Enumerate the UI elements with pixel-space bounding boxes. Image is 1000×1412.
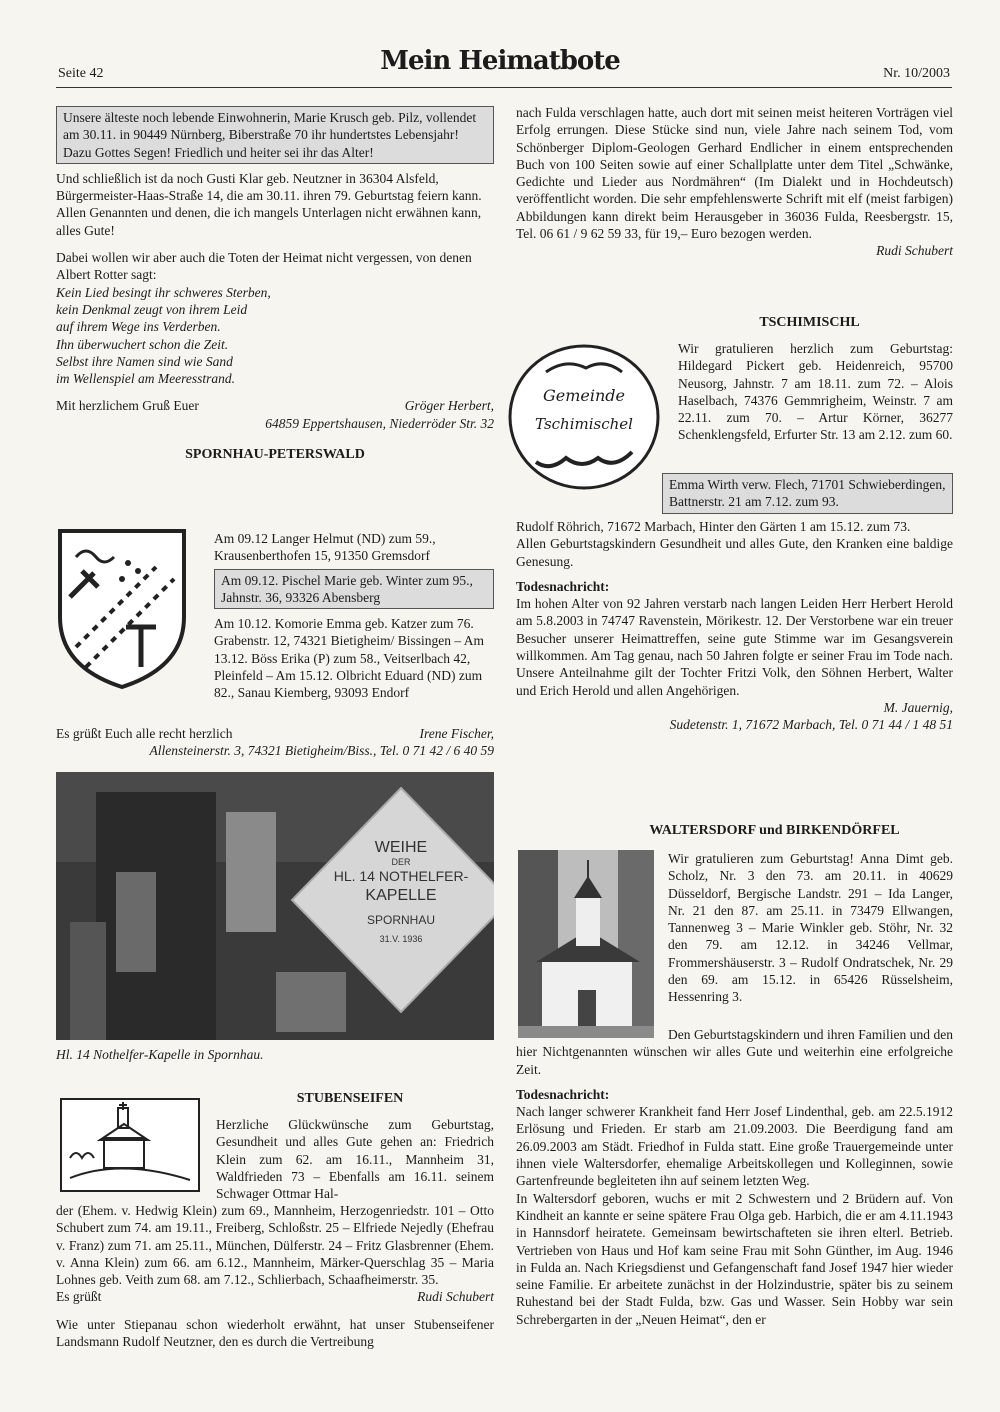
waltersdorf-chapel-photo: [518, 850, 654, 1038]
poem-line: Selbst ihre Namen sind wie Sand: [56, 353, 233, 369]
paragraph-klar: Und schließlich ist da noch Gusti Klar geb. Neutzner in 36304 Alsfeld, Bürgermeister-Haas-Straße 14, die am 30.11. ihren 79. Geburtstag feiern kann.: [56, 170, 482, 204]
obituary-herold: Im hohen Alter von 92 Jahren verstarb nach langen Leiden Herr Herbert Herold am 5.8.2003 in 74747 Ravenstein, Mörikestr. 12. Der Verstorbene war ein treuer Besucher unserer Heimattreffen, seine gute Stimme war im Gesangsverein willkommen. Am Tag genau, nach 50 Jahren folgte er seiner Frau im Tode nach. Unsere Anteilnahme gilt der Tochter Fritzi Volk, den Söhnen Herbert, Walter und Erich Herold und allen Angehörigen.: [516, 596, 953, 698]
paragraph-neutzner-cont: nach Fulda verschlagen hatte, auch dort mit seinen meist heiteren Vorträgen viel Erfolg errungen. Diese Stücke sind nun, viele Jahre nach seinem Tod, vom Schönberger Diplom-Geologen Gerhard Endlicher in einem entsprechenden Buch von 100 Seiten sowie auf einer Schallplatte unter dem Titel „Schwänke, Gedichte und Lieder aus Nordmähren“ (Im Dialekt und in Hochdeutsch) veröffentlicht worden. Die sehr empfehlenswerte Schrift mit elf (meist farbigen) Abbildungen kann direkt beim Herausgeber in 36036 Fulda, Reesbergstr. 15, Tel. 06 61 / 9 62 59 33, für 19,– Euro bezogen werden.: [516, 105, 953, 242]
left-column-top: [56, 106, 494, 463]
signoff-name: M. Jauernig,: [883, 699, 953, 715]
stubenseifen-church-sketch: [60, 1098, 200, 1192]
dedication-plaque: [333, 838, 469, 949]
tschimischl-entries: [678, 340, 953, 444]
signoff-greeting: Es grüßt Euch alle recht herzlich: [56, 726, 233, 741]
birthday-box-pischel: Am 09.12. Pischel Marie geb. Winter zum 95., Jahnstr. 36, 93326 Abensberg: [214, 569, 494, 610]
stubenseifen-intro: Herzliche Glückwünsche zum Geburtstag, Gesundheit und alles Gute gehen an: Friedrich Klein zum 62. am 16.11., Mannheim 31, Waldfrieden 73 – Ebenfalls am 16.11. seinem Schwager Ottmar Hal-: [216, 1117, 494, 1202]
header-rule: [56, 87, 952, 88]
birthday-box-wirth: Emma Wirth verw. Flech, 71701 Schwieberdingen, Battnerstr. 21 am 7.12. zum 93.: [662, 473, 953, 514]
poem-line: kein Denkmal zeugt von ihrem Leid: [56, 301, 248, 317]
photo-caption: Hl. 14 Nothelfer-Kapelle in Spornhau.: [56, 1047, 264, 1062]
entry-langer: Am 09.12 Langer Helmut (ND) zum 59., Krausenberthofen 15, 91350 Gremsdorf: [214, 531, 436, 564]
entry-komorie: Am 10.12. Komorie Emma geb. Katzer zum 76. Grabenstr. 12, 74321 Bietigheim/ Bissingen – Am 13.12. Böss Erika (P) zum 58., Veitserlbach 42, Pleinfeld – Am 15.12. Olbricht Eduard (ND) zum 82., Sanau Kiemberg, 93093 Endorf: [214, 616, 484, 701]
section-heading-spornhau: SPORNHAU-PETERSWALD: [185, 447, 365, 463]
signoff-address: Allensteinerstr. 3, 74321 Bietigheim/Biss., Tel. 0 71 42 / 6 40 59: [149, 743, 494, 759]
poem-line: im Wellenspiel am Meeresstrand.: [56, 371, 235, 387]
signoff-address: Sudetenstr. 1, 71672 Marbach, Tel. 0 71 44 / 1 48 51: [669, 717, 953, 733]
tschimischl-box-wrap: [662, 473, 953, 514]
plaque-line: HL. 14 NOTHELFER-: [333, 868, 469, 884]
poem-line: auf ihrem Wege ins Verderben.: [56, 319, 221, 335]
section-heading-stubenseifen: STUBENSEIFEN: [296, 1091, 404, 1106]
paragraph-wishes: Allen Genannten und denen, die ich mangels Unterlagen nicht erwähnen kann, alles Gute!: [56, 205, 482, 238]
section-heading-waltersdorf: WALTERSDORF und BIRKENDÖRFEL: [649, 823, 900, 838]
paragraph-dead: Dabei wollen wir aber auch die Toten der Heimat nicht vergessen, von denen Albert Rotter sagt:: [56, 250, 472, 283]
paragraph-wishes-wa: Den Geburtstagskindern und ihren Familien und den hier Nichtgenannten wünschen wir alles Gute und weiterhin eine erfolgreiche Zeit.: [516, 1027, 953, 1077]
tschimischl-more: [516, 518, 953, 734]
page-number: Seite 42: [58, 66, 104, 81]
obituary-heading: Todesnachricht:: [516, 578, 610, 594]
plaque-line: SPORNHAU: [366, 913, 435, 927]
poem-line: Kein Lied besingt ihr schweres Sterben,: [56, 284, 271, 300]
chapel-image: [518, 850, 654, 1038]
spornhau-signoff: [56, 725, 494, 760]
waltersdorf-heading-wrap: [516, 822, 953, 839]
entry-dimt: Wir gratulieren zum Geburtstag! Anna Dimt geb. Scholz, Nr. 3 den 73. am 20.11. in 40629 Düsseldorf, Bergische Landstr. 291 – Ida Langer, Nr. 21 den 87. am 25.11. in 73479 Ellwangen, Tannenweg 3 – Marie Winkler geb. Stöhr, Nr. 32 den 79. am 12.12. in 34246 Vellmar, Frommershäuserstr. 3 – Rudolf Ondratschek, Nr. 29 den 69. am 15.12. in 65426 Rüsselsheim, Hessenring 3.: [668, 851, 953, 1005]
signoff-greeting: Mit herzlichem Gruß Euer: [56, 398, 199, 414]
signoff-name: Rudi Schubert: [417, 1289, 494, 1305]
emblem-line: Tschimischel: [535, 415, 633, 433]
waltersdorf-more: [516, 1026, 953, 1328]
paragraph-neutzner: Wie unter Stiepanau schon wiederholt erwähnt, hat unser Stubenseifener Landsmann Rudolf Neutzner, den es durch die Vertreibung: [56, 1316, 494, 1350]
poem-line: Ihn überwuchert schon die Zeit.: [56, 336, 229, 352]
plaque-line: KAPELLE: [365, 887, 437, 904]
entry-roehrich: Rudolf Röhrich, 71672 Marbach, Hinter den Gärten 1 am 15.12. zum 73.: [516, 519, 911, 534]
signoff-name: Gröger Herbert,: [404, 398, 494, 414]
tschimischl-emblem: [506, 342, 662, 492]
obituary-lindenthal: Nach langer schwerer Krankheit fand Herr Josef Lindenthal, geb. am 22.5.1912 Erlösung und Frieden. Er starb am 21.09.2003. Die Beerdigung fand am 26.09.2003 am Städt. Friedhof in Fulda statt. Eine große Trauergemeinde unter ihnen viele Waltersdorfer, ehemalige Arbeitskollegen und Kolleginnen, sowie Gartenfreunde begleiteten ihn auf seinem letzten Weg.: [516, 1104, 953, 1189]
obituary-lindenthal-life: In Waltersdorf geboren, wuchs er mit 2 Schwestern und 2 Brüdern auf. Von Kindheit an kannte er seine spätere Frau Olga geb. Harbich, die er am 4.11.1943 in Hannsdorf heiratete. Gemeinsam bewirtschafteten sie ihren elterl. Betrieb. Vertrieben von Haus und Hof kam seine Frau mit Sohn Günther, im Aug. 1946 in Fulda an. Nach Kriegsdienst und Gefangenschaft fand Josef 1947 hier wieder seine Familie. Er arbeitete zunächst in der Holzindustrie, später bis zu seinem Ruhestand bei der Stadt Fulda, bzw. Gas und Wasser. Sein Hobby war sein Schrebergarten in der „Neuen Heimat“, den er: [516, 1190, 953, 1327]
plaque-line: DER: [391, 857, 411, 867]
signoff-greeting: Es grüßt: [56, 1289, 102, 1305]
spornhau-coat-of-arms: [56, 527, 188, 691]
chapel-photo: [56, 772, 494, 1040]
emblem-text: [520, 382, 648, 438]
entry-pickert: Wir gratulieren herzlich zum Geburtstag: Hildegard Pickert geb. Heidenreich, 95700 Neusorg, Jahnstr. 7 am 18.11. zum 72. – Alois Haselbach, 74376 Gemmrigheim, Weinstr. 7 am 22.11. zum 70. – Artur Körner, 36277 Schenklengsfeld, Erfurter Str. 13 am 2.12. zum 60.: [678, 341, 953, 443]
signoff-name: Irene Fischer,: [419, 726, 494, 741]
plaque-line: WEIHE: [374, 839, 428, 856]
signoff-name: Rudi Schubert: [876, 243, 953, 259]
signoff-address: 64859 Eppertshausen, Niederröder Str. 32: [265, 415, 494, 431]
emblem-line: Gemeinde: [542, 386, 626, 405]
issue-number: Nr. 10/2003: [883, 66, 950, 81]
section-heading-tschimischl: TSCHIMISCHL: [759, 315, 860, 330]
waltersdorf-entries: [668, 850, 953, 1006]
tschimischl-heading-wrap: [516, 314, 953, 331]
stubenseifen-entries: [56, 1202, 494, 1350]
birthday-box-krusch: Unsere älteste noch lebende Einwohnerin, Marie Krusch geb. Pilz, vollendet am 30.11. in 90449 Nürnberg, Biberstraße 70 ihr hundertstes Lebensjahr! Dazu Gottes Segen! Friedlich und heiter sei ihr das Alter!: [56, 106, 494, 164]
plaque-line: 31.V. 1936: [379, 934, 423, 944]
stubenseifen-list: der (Ehem. v. Hedwig Klein) zum 69., Mannheim, Herzogenriedstr. 101 – Otto Schubert zum 74. am 19.11., Freiberg, Schloßstr. 25 – Elfriede Nejedly (Ehefrau v. Franz) zum 71. am 25.11., München, Dülferstr. 24 – Fritz Glasbrenner (Ehem. v. Anna Klein) zum 66. am 6.12., Mannheim, Märker-Querschlag 35 – Maria Lohnes geb. Veith zum 68. am 7.12., Schlierbach, Schaafheimerstr. 35.: [56, 1203, 494, 1288]
spornhau-entries: [214, 530, 494, 702]
right-column-top: [516, 104, 953, 260]
paragraph-wishes-ts: Allen Geburtstagskindern Gesundheit und alles Gute, den Kranken eine baldige Genesung.: [516, 536, 953, 569]
obituary-heading: Todesnachricht:: [516, 1086, 610, 1102]
masthead: Mein Heimatbote: [380, 46, 620, 76]
